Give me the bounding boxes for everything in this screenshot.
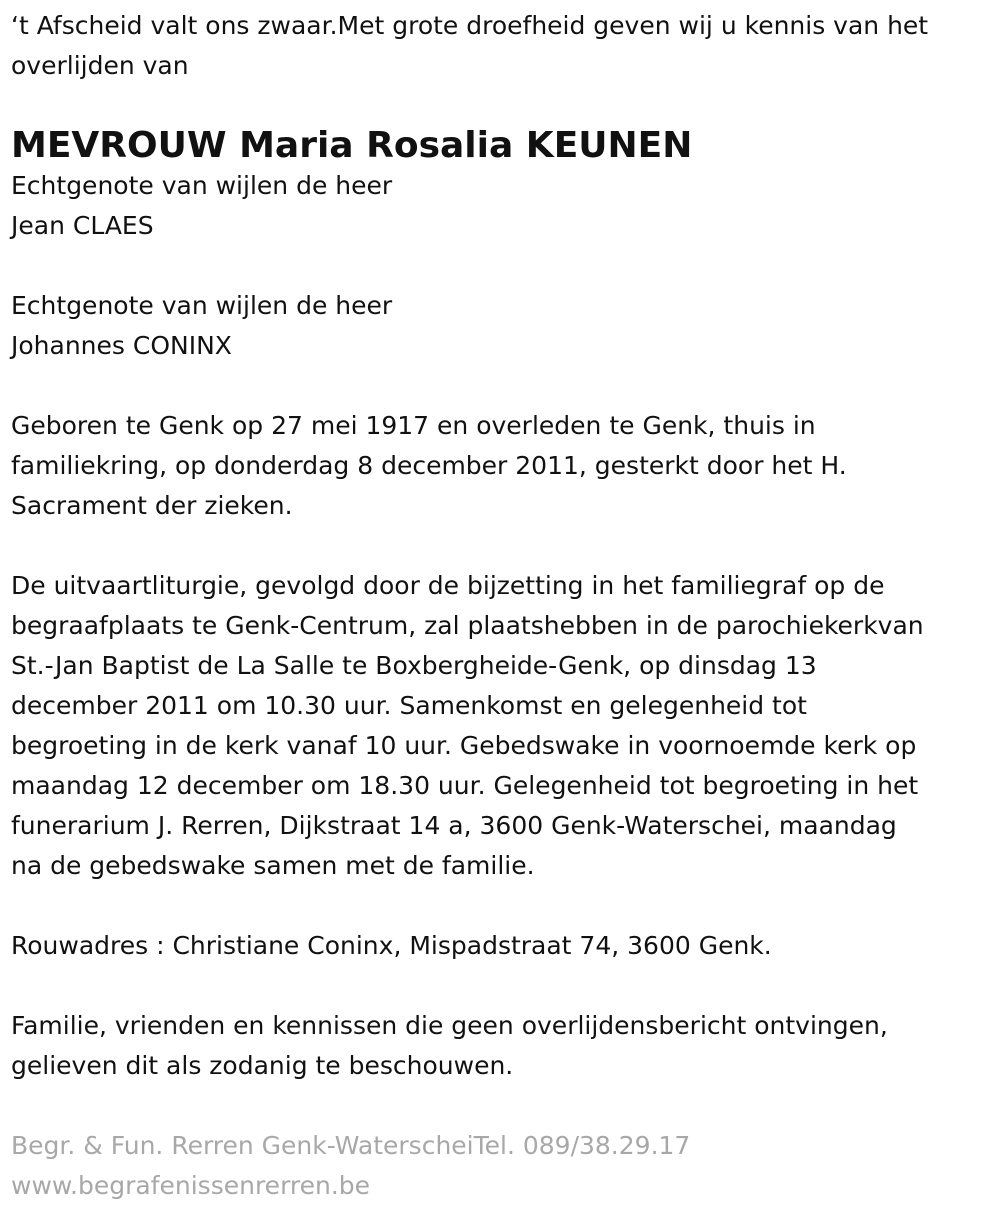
paragraph-line: Geboren te Genk op 27 mei 1917 en overleden te Genk, thuis in bbox=[11, 411, 816, 440]
paragraph-line: gelieven dit als zodanig te beschouwen. bbox=[11, 1051, 514, 1080]
paragraph-line: familiekring, op donderdag 8 december 2011, gesterkt door het H. bbox=[11, 451, 847, 480]
funeral-paragraph bbox=[11, 566, 988, 886]
mourning-address bbox=[11, 926, 988, 966]
spouse-block bbox=[11, 286, 988, 366]
spouse-block bbox=[11, 166, 988, 246]
funeral-home-website-link[interactable]: www.begrafenissenrerren.be bbox=[11, 1171, 371, 1200]
paragraph-line: Familie, vrienden en kennissen die geen overlijdensbericht ontvingen, bbox=[11, 1011, 888, 1040]
funeral-home-website-line bbox=[11, 1166, 988, 1206]
intro-line: ‘t Afscheid valt ons zwaar.Met grote droefheid geven wij u kennis van het bbox=[11, 11, 929, 40]
paragraph-line: na de gebedswake samen met de familie. bbox=[11, 851, 535, 880]
intro-line: overlijden van bbox=[11, 51, 189, 80]
intro-text bbox=[11, 6, 988, 86]
funeral-home-contact: Begr. & Fun. Rerren Genk-WaterscheiTel. 089/38.29.17 bbox=[11, 1131, 691, 1160]
paragraph-line: begroeting in de kerk vanaf 10 uur. Gebedswake in voornoemde kerk op bbox=[11, 731, 917, 760]
paragraph-line: St.-Jan Baptist de La Salle te Boxbergheide-Genk, op dinsdag 13 bbox=[11, 651, 817, 680]
spouse-name: Johannes CONINX bbox=[11, 331, 232, 360]
paragraph-line: funerarium J. Rerren, Dijkstraat 14 a, 3600 Genk-Waterschei, maandag bbox=[11, 811, 897, 840]
birth-death-paragraph bbox=[11, 406, 988, 526]
paragraph-line: De uitvaartliturgie, gevolgd door de bijzetting in het familiegraf op de bbox=[11, 571, 885, 600]
mourning-address-text: Rouwadres : Christiane Coninx, Mispadstraat 74, 3600 Genk. bbox=[11, 931, 772, 960]
deceased-name: MEVROUW Maria Rosalia KEUNEN bbox=[11, 125, 693, 166]
paragraph-line: Sacrament der zieken. bbox=[11, 491, 293, 520]
paragraph-line: maandag 12 december om 18.30 uur. Gelegenheid tot begroeting in het bbox=[11, 771, 919, 800]
spouse-relation: Echtgenote van wijlen de heer bbox=[11, 291, 393, 320]
notice-paragraph bbox=[11, 1006, 988, 1086]
spouse-relation: Echtgenote van wijlen de heer bbox=[11, 171, 393, 200]
paragraph-line: begraafplaats te Genk-Centrum, zal plaatshebben in de parochiekerkvan bbox=[11, 611, 924, 640]
funeral-home-footer bbox=[11, 1126, 988, 1206]
paragraph-line: december 2011 om 10.30 uur. Samenkomst en gelegenheid tot bbox=[11, 691, 807, 720]
spouse-name: Jean CLAES bbox=[11, 211, 154, 240]
